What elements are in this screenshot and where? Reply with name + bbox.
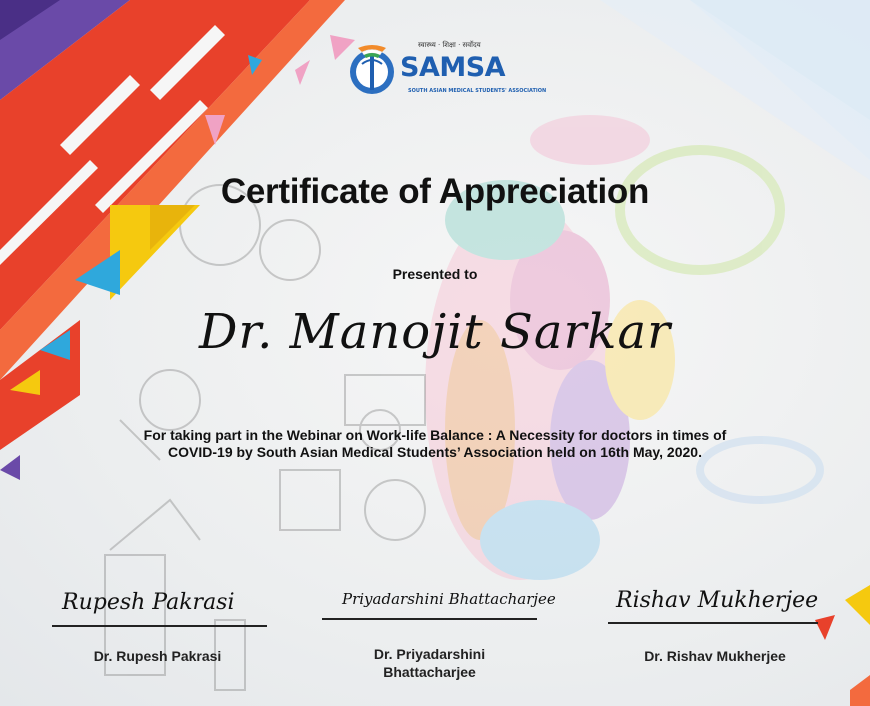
signatory-name-2: Dr. Priyadarshini Bhattacharjee bbox=[373, 646, 486, 680]
signatory-name-1: Dr. Rupesh Pakrasi bbox=[93, 648, 222, 664]
certificate-description: For taking part in the Webinar on Work-life Balance : A Necessity for doctors in times of COVID-19 by South Asian Medical Students’ Association held on 16th May, 2020. bbox=[143, 427, 727, 460]
logo-subtitle: SOUTH ASIAN MEDICAL STUDENTS' ASSOCIATION bbox=[408, 88, 547, 94]
signature-2: Priyadarshini Bhattacharjee bbox=[342, 590, 556, 608]
signatory-name-3: Dr. Rishav Mukherjee bbox=[644, 648, 786, 664]
signature-line-3 bbox=[608, 622, 818, 624]
signature-line-1 bbox=[52, 625, 267, 627]
presented-to-label: Presented to bbox=[392, 266, 478, 282]
recipient-name: Dr. Manojit Sarkar bbox=[198, 304, 672, 360]
certificate-title: Certificate of Appreciation bbox=[220, 172, 650, 211]
logo-name: SAMSA bbox=[400, 52, 506, 83]
signature-1: Rupesh Pakrasi bbox=[62, 590, 235, 615]
signature-line-2 bbox=[322, 618, 537, 620]
signature-3: Rishav Mukherjee bbox=[616, 588, 819, 613]
logo-tagline: स्वास्थ्य · शिक्षा · सर्वोदय bbox=[418, 41, 481, 49]
